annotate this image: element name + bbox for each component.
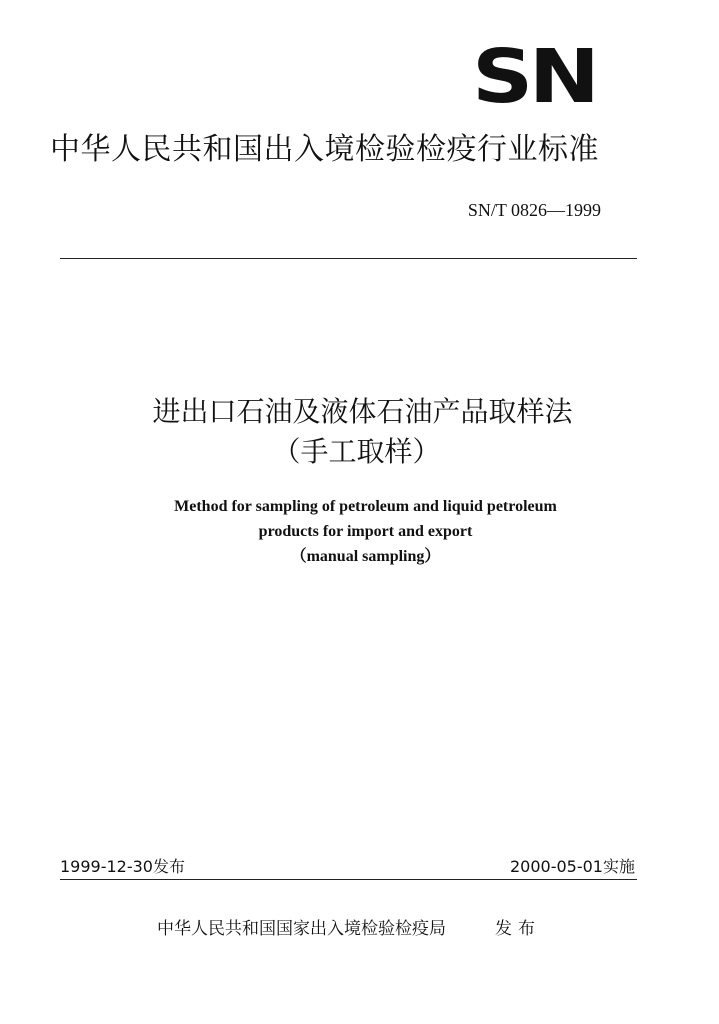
standard-number: SN/T 0826—1999 (467, 200, 601, 220)
document-title-zh: 进出口石油及液体石油产品取样法 (152, 395, 573, 428)
issue-date: 1999-12-30发布 (60, 857, 185, 876)
organization-heading: 中华人民共和国出入境检验检疫行业标准 (50, 132, 599, 167)
bottom-divider (60, 879, 637, 880)
implementation-date: 2000-05-01实施 (510, 857, 635, 876)
document-subtitle-zh: （手工取样） (272, 435, 441, 468)
publisher: 中华人民共和国国家出入境检验检疫局 (157, 919, 446, 939)
sn-logo: SN (472, 34, 596, 120)
document-title-en-line2: products for import and export (258, 523, 473, 540)
top-divider (60, 258, 637, 259)
document-title-en-line3: （manual sampling） (290, 548, 441, 565)
publish-label: 发布 (495, 919, 541, 939)
document-title-en-line1: Method for sampling of petroleum and liquid petroleum (174, 498, 557, 515)
